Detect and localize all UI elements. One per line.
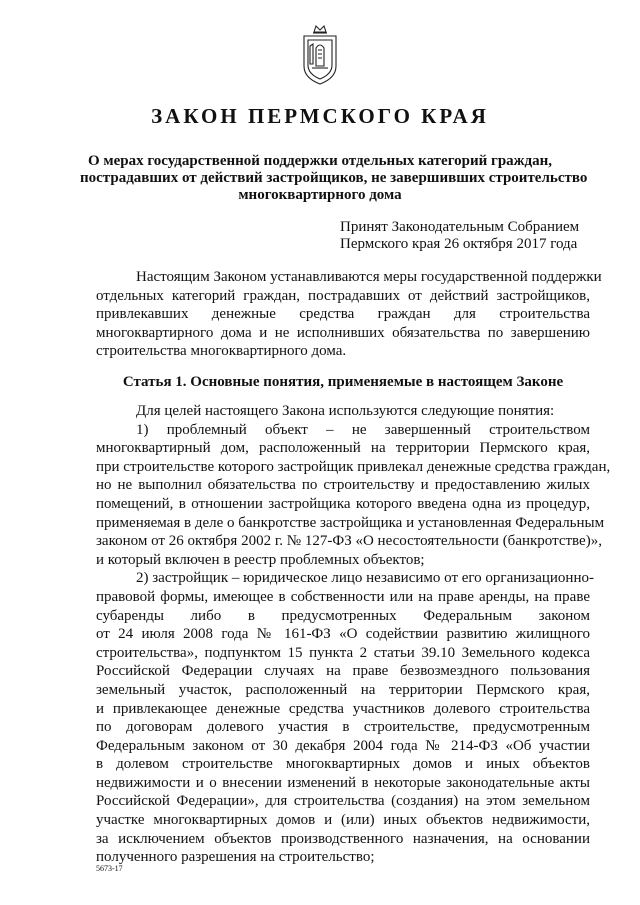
text-line: применяемая в деле о банкротстве застройщика и установленная Федеральным — [96, 514, 605, 531]
text-line: отдельных категорий граждан, пострадавших от действий застройщиков, — [96, 287, 590, 304]
text-line: 1) проблемный объект – не завершенный строительством — [136, 421, 590, 438]
text-line: участке многоквартирных домов и (или) иных объектов недвижимости, — [96, 812, 590, 829]
text-line: от 24 июля 2008 года № 161-ФЗ «О содействии развитию жилищного — [96, 626, 590, 643]
text-line: но не выполнил обязательства по строительству и предоставлению жилых — [96, 477, 590, 494]
text-line: Российской Федерации», для строительства (создания) на этом земельном — [96, 793, 590, 810]
text-line: и который включен в реестр проблемных объектов; — [96, 551, 425, 568]
adoption-line: Пермского края 26 октября 2017 года — [340, 236, 578, 252]
subtitle-line: О мерах государственной поддержки отдельных категорий граждан, — [87, 153, 553, 169]
text-line: Настоящим Законом устанавливаются меры государственной поддержки — [136, 269, 602, 285]
text-line: помещений, в отношении застройщика которого введена одна из процедур, — [96, 495, 590, 512]
article-heading: Статья 1. Основные понятия, применяемые в настоящем Законе — [122, 374, 564, 390]
article-body — [96, 402, 611, 867]
text-line: и привлекающее денежные средства участников долевого строительства — [96, 700, 590, 717]
text-line: многоквартирный дом, расположенный на территории Пермского края, — [96, 440, 590, 457]
adoption-line: Принят Законодательным Собранием — [340, 219, 580, 235]
text-line: по договорам долевого участия в строительстве, предусмотренным — [96, 719, 590, 736]
text-line: законом от 26 октября 2002 г. № 127-ФЗ «О несостоятельности (банкротстве)», — [96, 533, 602, 550]
subtitle-line: пострадавших от действий застройщиков, не завершивших строительство — [80, 170, 588, 186]
preamble-paragraph — [96, 268, 602, 361]
law-subtitle — [80, 153, 588, 204]
law-title: ЗАКОН ПЕРМСКОГО КРАЯ — [151, 104, 489, 128]
text-line: строительства многоквартирного дома. — [96, 343, 347, 360]
text-line: правовой формы, имеющее в собственности или на праве аренды, на праве — [96, 588, 590, 605]
adoption-note — [340, 219, 600, 253]
text-line: Российской Федерации случаях на праве безвозмездного пользования — [96, 663, 590, 680]
text-line: земельный участок, расположенный на территории Пермского края, — [96, 681, 590, 698]
text-line: 2) застройщик – юридическое лицо независимо от его организационно- — [136, 570, 594, 587]
text-line: при строительстве которого застройщик привлекал денежные средства граждан, — [96, 458, 611, 475]
coat-of-arms-icon — [300, 20, 340, 86]
text-line: Федеральным законом от 30 декабря 2004 года № 214-ФЗ «Об участии — [96, 737, 590, 754]
text-line: за исключением объектов производственного назначения, на основании — [96, 830, 590, 847]
text-line: полученного разрешения на строительство; — [96, 849, 375, 866]
text-line: субаренды либо в предусмотренных Федеральным законом — [96, 607, 590, 624]
text-line: в долевом строительстве многоквартирных домов и иных объектов — [96, 756, 590, 773]
text-line: недвижимости и о внесении изменений в некоторые законодательные акты — [96, 774, 590, 791]
text-line: привлекавших денежные средства граждан для строительства — [96, 306, 590, 323]
text-line: Для целей настоящего Закона используются следующие понятия: — [136, 403, 555, 419]
document-code: 5673-17 — [96, 864, 123, 873]
text-line: строительства», подпунктом 15 пункта 2 статьи 39.10 Земельного кодекса — [96, 644, 590, 661]
text-line: многоквартирного дома и не исполнивших обязательства по завершению — [96, 324, 590, 341]
subtitle-line: многоквартирного дома — [238, 187, 402, 203]
